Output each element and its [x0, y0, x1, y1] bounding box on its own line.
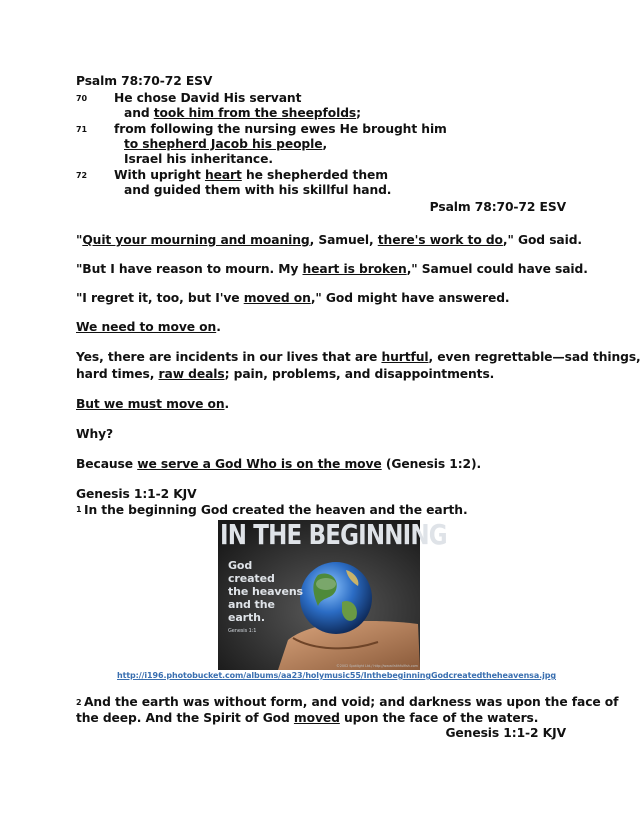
genesis-verse-2-line-2 — [76, 711, 538, 726]
paragraph-because — [76, 457, 481, 472]
verse-number-71: 71 — [76, 125, 87, 134]
image-caption-line-4: and the — [228, 598, 275, 611]
text-run: ," God said. — [502, 233, 582, 247]
genesis-header: Genesis 1:1-2 KJV — [76, 487, 197, 501]
paragraph-why: Why? — [76, 427, 114, 441]
underlined-phrase: took him from the sheepfolds — [153, 106, 357, 120]
text-run: upon the face of the waters. — [339, 711, 539, 725]
text-run: "But I have reason to mourn. My — [76, 262, 303, 276]
genesis-verse-number-2: 2 — [76, 698, 82, 707]
genesis-verse-2-line-1: And the earth was without form, and void; and darkness was upon the face of — [84, 695, 619, 709]
verse-71-line-3: Israel his inheritance. — [124, 152, 273, 166]
underlined-phrase: hurtful — [381, 350, 429, 364]
underlined-phrase: Quit your mourning and moaning — [82, 233, 310, 247]
underlined-phrase: there's work to do — [377, 233, 503, 247]
text-run: and — [124, 106, 154, 120]
text-run: . — [216, 320, 221, 334]
text-run: "I regret it, too, but I've — [76, 291, 244, 305]
paragraph-must-move-on — [76, 397, 229, 412]
underlined-phrase: heart — [204, 168, 242, 182]
underlined-phrase: But we must move on — [76, 397, 225, 411]
image-credit: ©2002 Spotlight Ltd./ http://www.faithfulfish.com — [336, 664, 418, 668]
text-run: " — [76, 233, 83, 247]
genesis-verse-1: In the beginning God created the heaven and the earth. — [84, 503, 468, 517]
verse-72-line-1 — [114, 168, 388, 183]
text-run: , even regrettable—sad things, — [428, 350, 641, 364]
paragraph-heart-broken — [76, 262, 588, 277]
paragraph-quit-mourning — [76, 233, 582, 248]
text-run: ; — [356, 106, 361, 120]
paragraph-moved-on — [76, 291, 509, 306]
underlined-phrase: heart is broken — [302, 262, 407, 276]
text-run: With upright — [114, 168, 205, 182]
text-run: . — [224, 397, 230, 411]
verse-number-72: 72 — [76, 171, 87, 180]
image-caption-line-3: the heavens — [228, 585, 304, 598]
verse-70-line-1: He chose David His servant — [114, 91, 302, 105]
verse-71-line-1: from following the nursing ewes He brought him — [114, 122, 447, 136]
underlined-phrase: we serve a God Who is on the move — [137, 457, 382, 471]
image-caption-line-1: God — [228, 559, 253, 572]
text-run: ," Samuel could have said. — [406, 262, 588, 276]
text-run: Because — [76, 457, 138, 471]
underlined-phrase: moved on — [243, 291, 311, 305]
image-caption-ref: Genesis 1:1 — [228, 628, 257, 634]
verse-number-70: 70 — [76, 94, 87, 103]
paragraph-need-to-move-on — [76, 320, 221, 335]
underlined-phrase: raw deals — [158, 367, 225, 381]
text-run: , Samuel, — [309, 233, 378, 247]
text-run: (Genesis 1:2). — [381, 457, 482, 471]
verse-72-line-2: and guided them with his skillful hand. — [124, 183, 392, 197]
text-run: Yes, there are incidents in our lives that are — [76, 350, 382, 364]
image-source-link[interactable]: http://i196.photobucket.com/albums/aa23/holymusic55/InthebeginningGodcreatedtheheavensa.jpg — [117, 671, 556, 680]
psalm-header: Psalm 78:70-72 ESV — [76, 74, 213, 88]
text-run: ," God might have answered. — [310, 291, 510, 305]
paragraph-incidents-line-2 — [76, 367, 494, 382]
text-run: , — [322, 137, 328, 151]
text-run: ; pain, problems, and disappointments. — [224, 367, 495, 381]
text-run: the deep. And the Spirit of God — [76, 711, 294, 725]
in-the-beginning-image — [218, 518, 447, 670]
underlined-phrase: moved — [293, 711, 340, 725]
underlined-phrase: to shepherd Jacob his people — [124, 137, 323, 151]
image-title: IN THE BEGINNING — [220, 518, 447, 551]
underlined-phrase: We need to move on — [76, 320, 217, 334]
psalm-reference: Psalm 78:70-72 ESV — [429, 200, 566, 214]
paragraph-incidents-line-1 — [76, 350, 641, 365]
genesis-reference: Genesis 1:1-2 KJV — [445, 726, 566, 740]
verse-70-line-2 — [124, 106, 361, 121]
text-run: hard times, — [76, 367, 159, 381]
image-caption-line-2: created — [228, 572, 275, 585]
text-run: he shepherded them — [241, 168, 388, 182]
verse-71-line-2 — [124, 137, 327, 152]
image-caption-line-5: earth. — [228, 611, 265, 624]
genesis-verse-number-1: 1 — [76, 505, 82, 514]
